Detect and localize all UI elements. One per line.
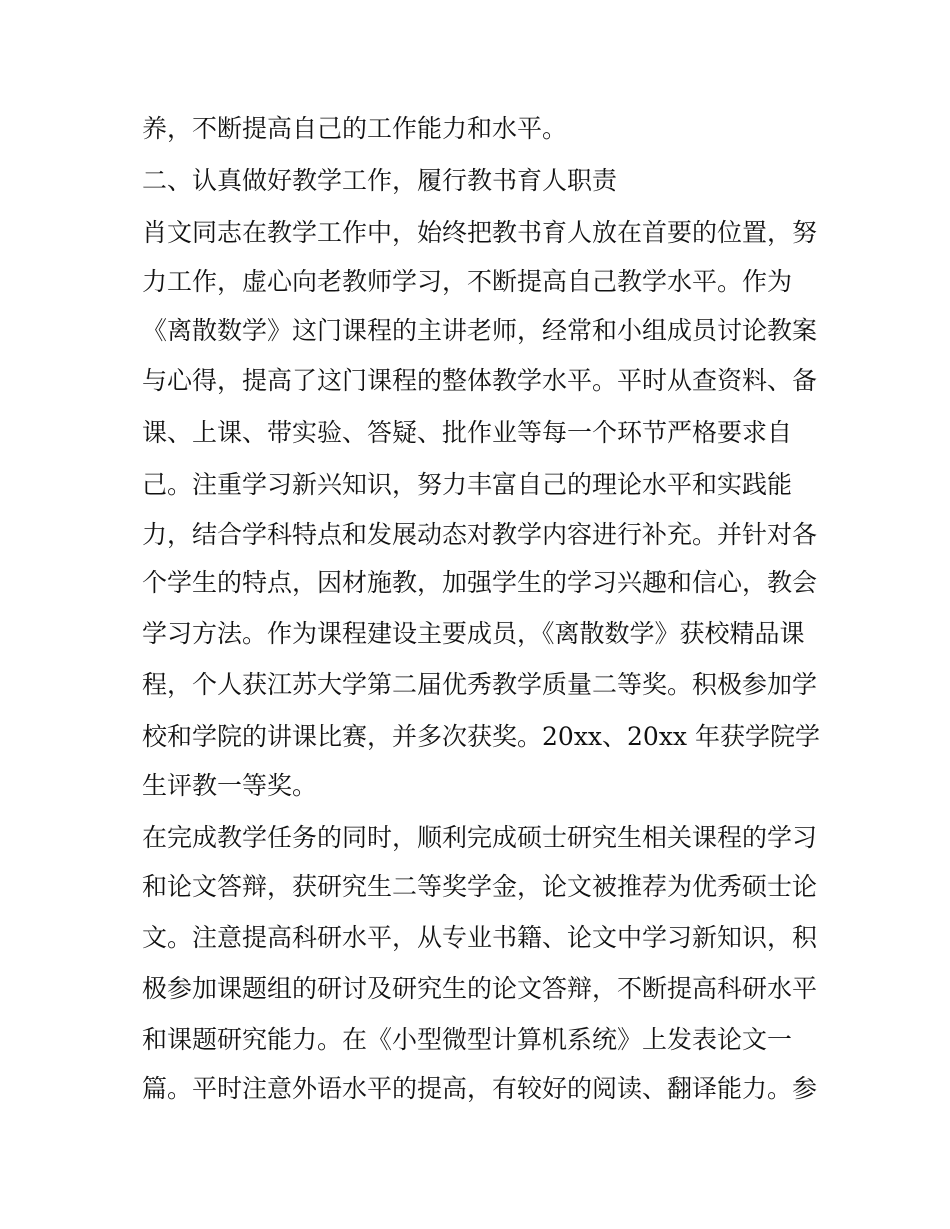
text-line: 《离散数学》这门课程的主讲老师，经常和小组成员讨论教案 xyxy=(142,316,818,345)
text-line: 与心得，提高了这门课程的整体教学水平。平时从查资料、备 xyxy=(142,366,818,395)
text-line: 在完成教学任务的同时，顺利完成硕士研究生相关课程的学习 xyxy=(142,823,818,852)
text-line: 文。注意提高科研水平，从专业书籍、论文中学习新知识，积 xyxy=(142,923,818,952)
text-line: 力，结合学科特点和发展动态对教学内容进行补充。并针对各 xyxy=(142,520,818,549)
text-line: 极参加课题组的研讨及研究生的论文答辩，不断提高科研水平 xyxy=(142,974,818,1003)
text-line: 程，个人获江苏大学第二届优秀教学质量二等奖。积极参加学 xyxy=(142,670,818,699)
text-line: 力工作，虚心向老教师学习，不断提高自己教学水平。作为 xyxy=(142,267,793,296)
text-line: 和课题研究能力。在《小型微型计算机系统》上发表论文一 xyxy=(142,1025,793,1054)
text-line: 学习方法。作为课程建设主要成员，《离散数学》获校精品课 xyxy=(142,619,805,648)
text-line: 肖文同志在教学工作中，始终把教书育人放在首要的位置，努 xyxy=(142,218,818,247)
text-line: 个学生的特点，因材施教，加强学生的学习兴趣和信心，教会 xyxy=(142,568,818,597)
text-line: 和论文答辩，获研究生二等奖学金，论文被推荐为优秀硕士论 xyxy=(142,872,818,901)
section-heading: 二、认真做好教学工作，履行教书育人职责 xyxy=(142,166,618,195)
text-line: 校和学院的讲课比赛，并多次获奖。20xx、20xx 年获学院学 xyxy=(142,722,820,751)
text-line: 生评教一等奖。 xyxy=(142,771,318,800)
text-line: 养，不断提高自己的工作能力和水平。 xyxy=(142,114,568,143)
text-line: 己。注重学习新兴知识，努力丰富自己的理论水平和实践能 xyxy=(142,470,793,499)
text-line: 篇。平时注意外语水平的提高，有较好的阅读、翻译能力。参 xyxy=(142,1074,818,1103)
text-line: 课、上课、带实验、答疑、批作业等每一个环节严格要求自 xyxy=(142,418,793,447)
